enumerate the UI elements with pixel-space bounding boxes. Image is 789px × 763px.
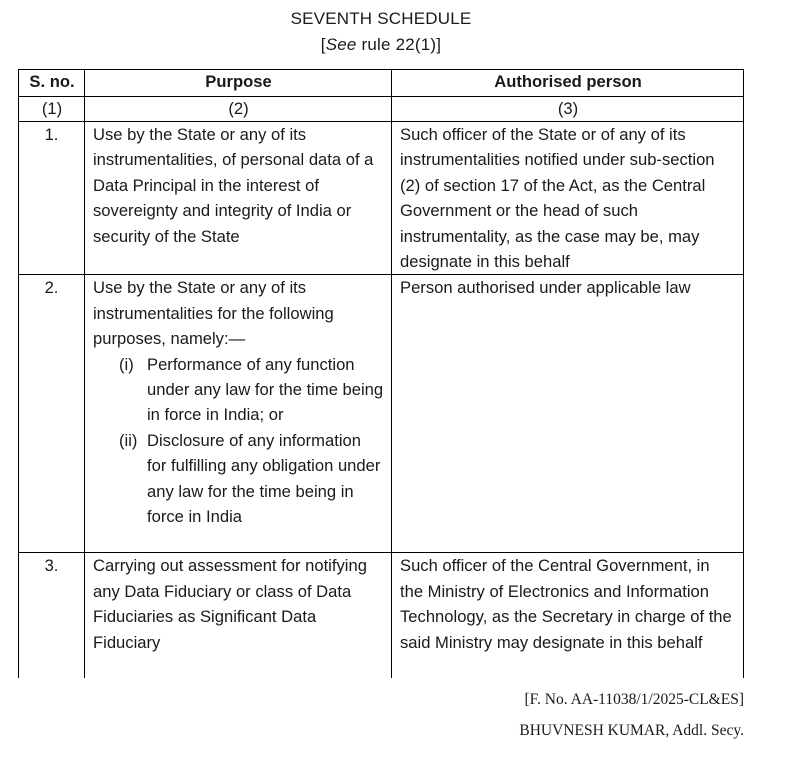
row-purpose-cell	[85, 275, 392, 553]
subitem-marker: (ii)	[119, 430, 138, 450]
row-authorised-person: Person authorised under applicable law	[392, 275, 744, 553]
table-row	[19, 275, 744, 553]
row-sno: 2.	[19, 275, 85, 553]
schedule-subtitle	[0, 35, 762, 55]
table-row	[19, 122, 744, 275]
row-purpose: Carrying out assessment for notifying any Data Fiduciary or class of Data Fiduciaries as Significant Data Fiduciary	[85, 553, 392, 679]
column-number-1: (1)	[19, 97, 85, 122]
column-number-3: (3)	[392, 97, 744, 122]
purpose-subitem	[93, 352, 384, 428]
table-header-row	[19, 70, 744, 97]
schedule-table	[18, 69, 744, 678]
subtitle-open-bracket: [	[320, 35, 326, 54]
subtitle-rule-reference: rule 22(1)]	[356, 35, 442, 54]
row-purpose: Use by the State or any of its instrumentalities, of personal data of a Data Principal in the interest of sovereignty and integrity of India or security of the State	[85, 122, 392, 275]
table-row	[19, 553, 744, 679]
row-sno: 3.	[19, 553, 85, 679]
row-purpose: Use by the State or any of its instrumentalities for the following purposes, namely:—	[93, 278, 334, 349]
schedule-title: SEVENTH SCHEDULE	[290, 9, 472, 28]
column-number-2: (2)	[85, 97, 392, 122]
file-number: [F. No. AA-11038/1/2025-CL&ES]	[524, 691, 744, 708]
subtitle-see: See	[325, 35, 357, 54]
purpose-subitem	[93, 428, 384, 530]
column-header-authorised-person: Authorised person	[392, 70, 744, 97]
row-authorised-person: Such officer of the State or of any of its instrumentalities notified under sub-section (2) of section 17 of the Act, as the Central Government or the head of such instrumentality, as the case may be, may designate in this behalf	[392, 122, 744, 275]
subitem-text: Disclosure of any information for fulfilling any obligation under any law for the time being in force in India	[147, 430, 381, 527]
subitem-text: Performance of any function under any law for the time being in force in India; or	[147, 354, 384, 425]
column-number-row	[19, 97, 744, 122]
row-sno: 1.	[19, 122, 85, 275]
column-header-purpose: Purpose	[85, 70, 392, 97]
column-header-sno: S. no.	[19, 70, 85, 97]
row-authorised-person: Such officer of the Central Government, in the Ministry of Electronics and Information Technology, as the Secretary in charge of the said Ministry may designate in this behalf	[392, 553, 744, 679]
subitem-marker: (i)	[119, 354, 134, 374]
signatory: BHUVNESH KUMAR, Addl. Secy.	[519, 722, 744, 739]
